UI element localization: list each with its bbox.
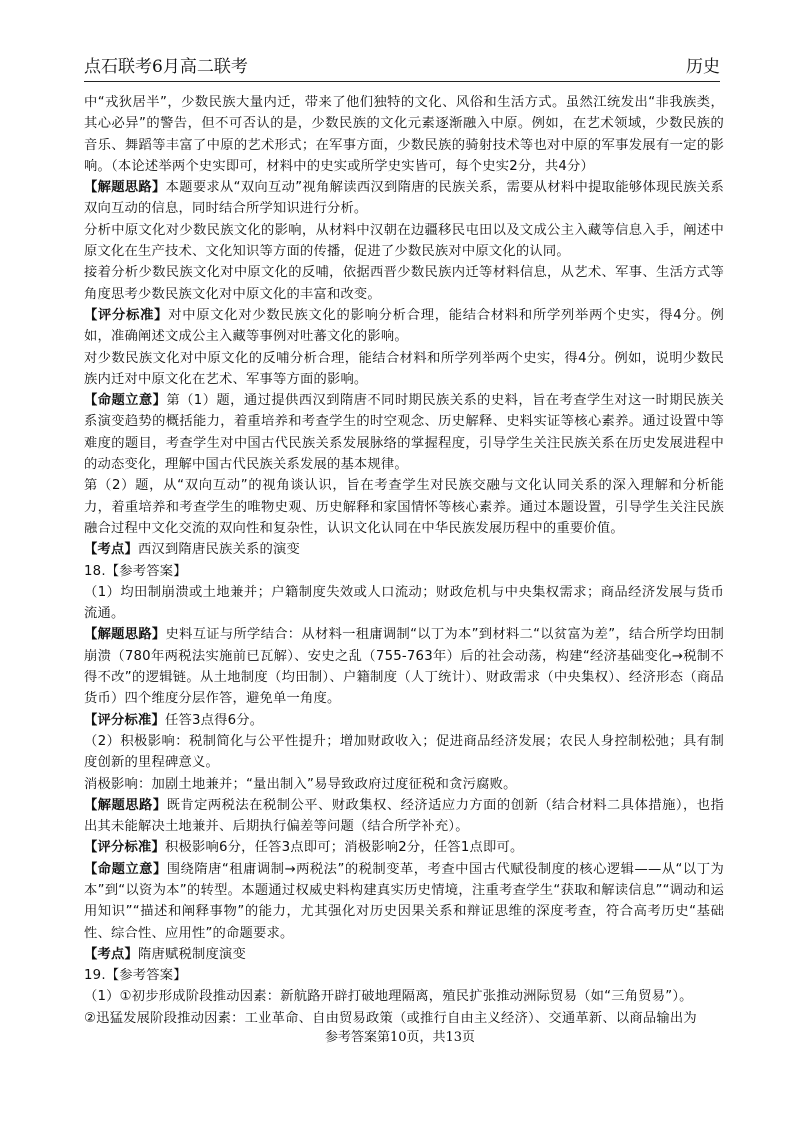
paragraph: 【考点】隋唐赋税制度演变 [84, 946, 246, 962]
paragraph: 中“戎狄居半”，少数民族大量内迁，带来了他们独特的文化、风俗和生活方式。虽然江统发出“非我族类，其心必异”的警告，但不可否认的是，少数民族的文化元素逐渐融入中原。例如，在艺术领域，少数民族的音乐、舞蹈等丰富了中原的艺术形式；在军事方面，少数民族的骑射技术等也对中原的军事发展有一定的影响。（本论述举两个史实即可，材料中的史实或所学史实皆可，每个史实2分，共4分） [84, 95, 724, 174]
header-subject: 历史 [686, 57, 720, 77]
paragraph: （1）①初步形成阶段推动因素：新航路开辟打破地理隔离，殖民扩张推动洲际贸易（如“三角贸易”）。 [84, 989, 693, 1005]
page-footer: 参考答案第10页，共13页 [324, 1030, 476, 1045]
paragraph: 【评分标准】积极影响6分，任答3点即可；消极影响2分，任答1点即可。 [84, 840, 524, 856]
paragraph: ②迅猛发展阶段推动因素：工业革命、自由贸易政策（或推行自由主义经济）、交通革新、以商品输出为 [84, 1010, 697, 1026]
paragraph: 【命题立意】围绕隋唐“租庸调制→两税法”的税制变革，考查中国古代赋役制度的核心逻辑——从“以丁为本”到“以资为本”的转型。本题通过权威史料构建真实历史情境，注重考查学生“获取和解读信息”“调动和运用知识”“描述和阐释事物”的能力，尤其强化对历史因果关系和辩证思维的深度考查，符合高考历史“基础性、综合性、应用性”的命题要求。 [84, 861, 724, 941]
paragraph: 【考点】西汉到隋唐民族关系的演变 [84, 542, 300, 558]
answer-content [84, 92, 724, 1029]
paragraph: 【解题思路】本题要求从“双向互动”视角解读西汉到隋唐的民族关系，需要从材料中提取能够体现民族关系双向互动的信息，同时结合所学知识进行分析。 [84, 180, 724, 217]
paragraph: 对少数民族文化对中原文化的反哺分析合理，能结合材料和所学列举两个史实，得4分。例如，说明少数民族内迁对中原文化在艺术、军事等方面的影响。 [84, 350, 724, 387]
question-heading: 19.【参考答案】 [84, 968, 187, 984]
paragraph: 消极影响：加剧土地兼并；“量出制入”易导致政府过度征税和贪污腐败。 [84, 776, 517, 792]
paragraph: （1）均田制崩溃或土地兼并；户籍制度失效或人口流动；财政危机与中央集权需求；商品经济发展与货币流通。 [84, 584, 724, 622]
paragraph: 分析中原文化对少数民族文化的影响，从材料中汉朝在边疆移民屯田以及文成公主入藏等信息入手，阐述中原文化在生产技术、文化知识等方面的传播，促进了少数民族对中原文化的认同。 [84, 222, 724, 260]
paragraph: 第（2）题，从“双向互动”的视角谈认识，旨在考查学生对民族交融与文化认同关系的深入理解和分析能力，着重培养和考查学生的唯物史观、历史解释和家国情怀等核心素养。通过本题设置，引导学生关注民族融合过程中文化交流的双向性和复杂性，认识文化认同在中华民族发展历程中的重要价值。 [84, 478, 724, 536]
question-heading: 18.【参考答案】 [84, 563, 187, 579]
page-header [84, 52, 720, 82]
paragraph: （2）积极影响：税制简化与公平性提升；增加财政收入；促进商品经济发展；农民人身控制松弛；具有制度创新的里程碑意义。 [84, 733, 724, 771]
paragraph: 【评分标准】对中原文化对少数民族文化的影响分析合理，能结合材料和所学列举两个史实，得4分。例如，准确阐述文成公主入藏等事例对吐蕃文化的影响。 [84, 307, 724, 345]
paragraph: 【评分标准】任答3点得6分。 [84, 712, 264, 728]
paragraph: 【命题立意】第（1）题，通过提供西汉到隋唐不同时期民族关系的史料，旨在考查学生对这一时期民族关系演变趋势的概括能力，着重培养和考查学生的时空观念、历史解释、史料实证等核心素养。通过设置中等难度的题目，考查学生对中国古代民族关系发展脉络的掌握程度，引导学生关注民族关系在历史发展进程中的动态变化，理解中国古代民族关系发展的基本规律。 [84, 393, 724, 473]
paragraph: 【解题思路】史料互证与所学结合：从材料一租庸调制“以丁为本”到材料二“以贫富为差”，结合所学均田制崩溃（780年两税法实施前已瓦解）、安史之乱（755-763年）后的社会动荡，构建“经济基础变化→税制不得不改”的逻辑链。从土地制度（均田制）、户籍制度（人丁统计）、财政需求（中央集权）、经济形态（商品货币）四个维度分层作答，避免单一角度。 [84, 627, 725, 707]
paragraph: 接着分析少数民族文化对中原文化的反哺，依据西晋少数民族内迁等材料信息，从艺术、军事、生活方式等角度思考少数民族文化对中原文化的丰富和改变。 [84, 265, 724, 302]
paragraph: 【解题思路】既肯定两税法在税制公平、财政集权、经济适应力方面的创新（结合材料二具体措施），也指出其未能解决土地兼并、后期执行偏差等问题（结合所学补充）。 [84, 797, 724, 835]
header-exam-title: 点石联考6月高二联考 [84, 57, 248, 77]
